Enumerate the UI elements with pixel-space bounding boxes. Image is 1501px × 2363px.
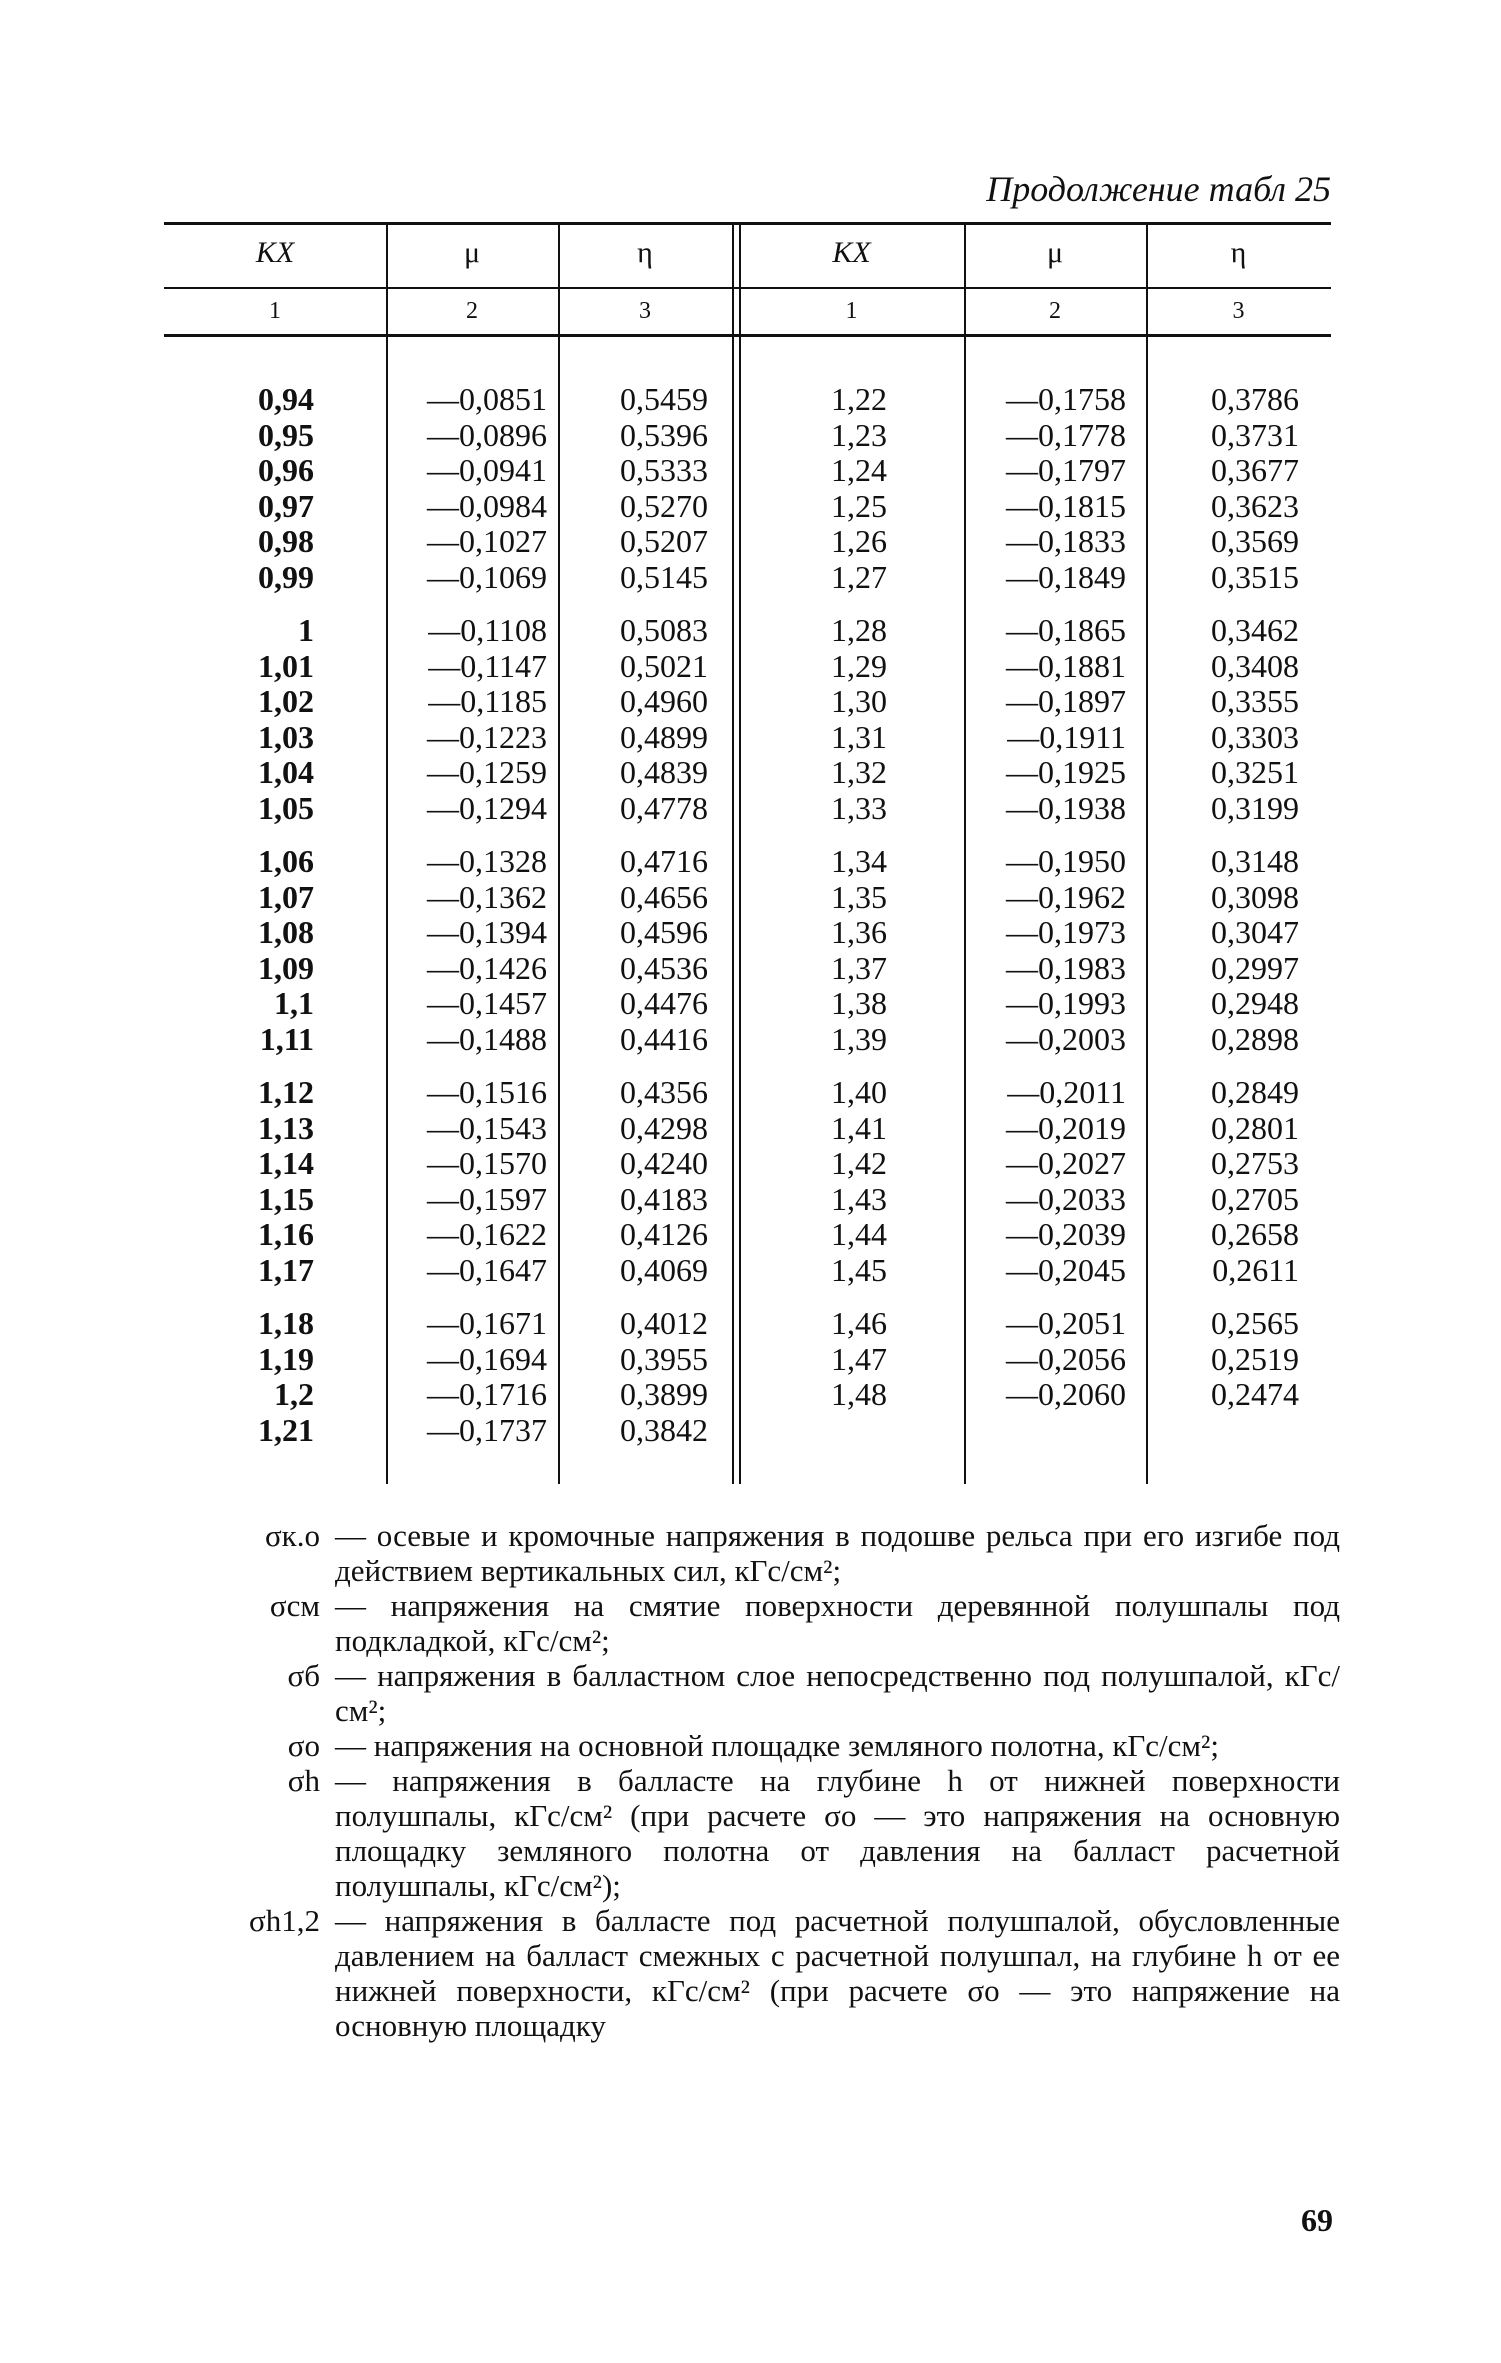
mu-value: —0,1983 bbox=[1006, 949, 1126, 986]
mu-value: —0,1294 bbox=[427, 789, 547, 826]
eta-value: 0,3515 bbox=[1211, 558, 1299, 595]
header-kx: KX bbox=[832, 236, 871, 269]
kx-value: 1,29 bbox=[831, 647, 887, 684]
mu-value: —0,1394 bbox=[427, 914, 547, 950]
header-eta: η bbox=[1230, 236, 1247, 269]
header-mu: μ bbox=[1046, 236, 1064, 269]
mu-value: —0,1426 bbox=[427, 949, 547, 986]
subheader-rule bbox=[164, 334, 1331, 337]
eta-value: 0,3148 bbox=[1211, 843, 1299, 879]
subheader-1: 1 bbox=[845, 298, 858, 324]
eta-value: 0,3408 bbox=[1211, 647, 1299, 684]
mu-value: —0,0941 bbox=[427, 452, 547, 488]
eta-value: 0,5145 bbox=[620, 558, 708, 595]
table-caption: Продолжение табл 25 bbox=[986, 169, 1331, 209]
col-divider-double bbox=[732, 222, 734, 1484]
eta-value: 0,5459 bbox=[620, 381, 708, 417]
eta-value: 0,5083 bbox=[620, 612, 708, 648]
mu-value: —0,1737 bbox=[427, 1411, 547, 1448]
header-rule bbox=[164, 287, 1331, 289]
kx-value: 1,45 bbox=[831, 1251, 887, 1288]
kx-value: 1,27 bbox=[831, 558, 887, 595]
mu-value: —0,1865 bbox=[1006, 612, 1126, 648]
mu-value: —0,1897 bbox=[1006, 683, 1126, 719]
col-divider-double bbox=[739, 222, 741, 1484]
mu-value: —0,1647 bbox=[427, 1251, 547, 1288]
mu-value: —0,2003 bbox=[1006, 1020, 1126, 1057]
kx-value: 1,47 bbox=[831, 1340, 887, 1377]
mu-value: —0,1328 bbox=[427, 843, 547, 879]
mu-value: —0,2033 bbox=[1006, 1180, 1126, 1217]
col-divider bbox=[964, 222, 966, 1484]
kx-value: 1,40 bbox=[831, 1074, 887, 1110]
kx-value: 1,23 bbox=[831, 416, 887, 453]
kx-value: 1,28 bbox=[831, 612, 887, 648]
mu-value: —0,1758 bbox=[1006, 381, 1126, 417]
legend-text: — напряжения на основной площадке земляного полотна, кГс/см²; bbox=[335, 1728, 1219, 1763]
mu-value: —0,0851 bbox=[427, 381, 547, 417]
legend-symbol: σк.о bbox=[264, 1518, 320, 1553]
mu-value: —0,1962 bbox=[1006, 878, 1126, 915]
kx-value: 1,22 bbox=[831, 381, 887, 417]
eta-value: 0,4536 bbox=[620, 949, 708, 986]
mu-value: —0,1069 bbox=[427, 558, 547, 595]
kx-value: 1,24 bbox=[831, 452, 887, 488]
subheader-2: 2 bbox=[466, 298, 478, 324]
kx-value: 1,1 bbox=[274, 985, 314, 1021]
header-eta: η bbox=[637, 236, 653, 269]
eta-value: 0,5333 bbox=[620, 452, 708, 488]
eta-value: 0,4596 bbox=[620, 914, 708, 950]
mu-value: —0,1833 bbox=[1006, 523, 1126, 559]
eta-value: 0,3355 bbox=[1211, 683, 1299, 719]
eta-value: 0,4012 bbox=[620, 1305, 708, 1341]
mu-value: —0,1259 bbox=[427, 754, 547, 790]
data-table bbox=[164, 222, 1331, 1484]
eta-value: 0,3098 bbox=[1211, 878, 1299, 915]
eta-value: 0,5021 bbox=[620, 647, 708, 684]
eta-value: 0,3199 bbox=[1211, 789, 1299, 826]
eta-value: 0,2705 bbox=[1211, 1180, 1299, 1217]
eta-value: 0,4069 bbox=[620, 1251, 708, 1288]
eta-value: 0,4656 bbox=[620, 878, 708, 915]
mu-value: —0,0896 bbox=[427, 416, 547, 453]
legend-symbol: σh1,2 bbox=[249, 1903, 320, 1938]
kx-value: 1,43 bbox=[831, 1180, 887, 1217]
kx-value: 0,98 bbox=[258, 523, 314, 559]
legend-item bbox=[200, 1763, 1340, 1903]
legend bbox=[200, 1518, 1340, 2043]
eta-value: 0,3731 bbox=[1211, 416, 1299, 453]
kx-value: 1,42 bbox=[831, 1145, 887, 1181]
mu-value: —0,1147 bbox=[428, 647, 547, 684]
kx-value: 1,08 bbox=[258, 914, 314, 950]
eta-value: 0,4298 bbox=[620, 1109, 708, 1146]
page-number: 69 bbox=[1301, 2202, 1333, 2238]
kx-value: 1,13 bbox=[258, 1109, 314, 1146]
kx-value: 0,97 bbox=[258, 487, 314, 524]
legend-item bbox=[200, 1588, 1340, 1658]
kx-value: 1,15 bbox=[258, 1180, 314, 1217]
eta-value: 0,3462 bbox=[1211, 612, 1299, 648]
kx-value: 1,31 bbox=[831, 718, 887, 755]
eta-value: 0,3786 bbox=[1211, 381, 1299, 417]
eta-value: 0,4960 bbox=[620, 683, 708, 719]
eta-value: 0,5270 bbox=[620, 487, 708, 524]
eta-value: 0,4240 bbox=[620, 1145, 708, 1181]
kx-value: 1,01 bbox=[258, 647, 314, 684]
eta-value: 0,3251 bbox=[1211, 754, 1299, 790]
eta-value: 0,3047 bbox=[1211, 914, 1299, 950]
legend-item bbox=[200, 1658, 1340, 1728]
subheader-2: 2 bbox=[1049, 298, 1061, 324]
kx-value: 1,35 bbox=[831, 878, 887, 915]
legend-text: — напряжения в балласте под расчетной полушпалой, обусловленные давлением на балласт смежных с расчетной полушпал, на глубине h от ее нижней поверхности, кГс/см² (при расчете σо — это напряжение на основную площадку bbox=[335, 1903, 1340, 2043]
eta-value: 0,3569 bbox=[1211, 523, 1299, 559]
legend-text: — осевые и кромочные напряжения в подошве рельса при его изгибе под действием вертикальных сил, кГс/см²; bbox=[335, 1518, 1340, 1588]
kx-value: 1,44 bbox=[831, 1216, 887, 1252]
legend-item bbox=[200, 1903, 1340, 2043]
legend-symbol: σб bbox=[287, 1658, 320, 1693]
mu-value: —0,1362 bbox=[427, 878, 547, 915]
eta-value: 0,2474 bbox=[1211, 1376, 1299, 1412]
mu-value: —0,1488 bbox=[427, 1020, 547, 1057]
eta-value: 0,2898 bbox=[1211, 1020, 1299, 1057]
mu-value: —0,1911 bbox=[1007, 718, 1126, 755]
mu-value: —0,1223 bbox=[427, 718, 547, 755]
kx-value: 0,96 bbox=[258, 452, 314, 488]
kx-value: 1,2 bbox=[274, 1376, 314, 1412]
kx-value: 1,39 bbox=[831, 1020, 887, 1057]
eta-value: 0,3955 bbox=[620, 1340, 708, 1377]
mu-value: —0,2027 bbox=[1006, 1145, 1126, 1181]
legend-symbol: σh bbox=[287, 1763, 320, 1798]
mu-value: —0,2056 bbox=[1006, 1340, 1126, 1377]
kx-value: 1,33 bbox=[831, 789, 887, 826]
eta-value: 0,5396 bbox=[620, 416, 708, 453]
eta-value: 0,5207 bbox=[620, 523, 708, 559]
kx-value: 1,12 bbox=[258, 1074, 314, 1110]
eta-value: 0,2611 bbox=[1212, 1251, 1299, 1288]
eta-value: 0,4476 bbox=[620, 985, 708, 1021]
kx-value: 1,14 bbox=[258, 1145, 314, 1181]
kx-value: 1,32 bbox=[831, 754, 887, 790]
kx-value: 1,04 bbox=[258, 754, 314, 790]
kx-value: 1,38 bbox=[831, 985, 887, 1021]
mu-value: —0,1027 bbox=[427, 523, 547, 559]
eta-value: 0,4839 bbox=[620, 754, 708, 790]
mu-value: —0,1938 bbox=[1006, 789, 1126, 826]
legend-item bbox=[200, 1728, 1340, 1763]
kx-value: 1,18 bbox=[258, 1305, 314, 1341]
legend-symbol: σо bbox=[287, 1728, 320, 1763]
mu-value: —0,1543 bbox=[427, 1109, 547, 1146]
legend-item bbox=[200, 1518, 1340, 1588]
subheader-3: 3 bbox=[639, 298, 651, 324]
eta-value: 0,4356 bbox=[620, 1074, 708, 1110]
col-divider bbox=[386, 222, 388, 1484]
mu-value: —0,2011 bbox=[1007, 1074, 1126, 1110]
legend-text: — напряжения на смятие поверхности деревянной полушпалы под подкладкой, кГс/см²; bbox=[335, 1588, 1340, 1658]
eta-value: 0,2519 bbox=[1211, 1340, 1299, 1377]
mu-value: —0,1108 bbox=[428, 612, 547, 648]
eta-value: 0,4716 bbox=[620, 843, 708, 879]
eta-value: 0,2997 bbox=[1211, 949, 1299, 986]
col-divider bbox=[558, 222, 560, 1484]
table-top-rule bbox=[164, 222, 1331, 225]
eta-value: 0,2849 bbox=[1211, 1074, 1299, 1110]
kx-value: 1,21 bbox=[258, 1411, 314, 1448]
kx-value: 1,05 bbox=[258, 789, 314, 826]
kx-value: 1,36 bbox=[831, 914, 887, 950]
mu-value: —0,1973 bbox=[1006, 914, 1126, 950]
mu-value: —0,1622 bbox=[427, 1216, 547, 1252]
eta-value: 0,4416 bbox=[620, 1020, 708, 1057]
mu-value: —0,2039 bbox=[1006, 1216, 1126, 1252]
eta-value: 0,4899 bbox=[620, 718, 708, 755]
eta-value: 0,2753 bbox=[1211, 1145, 1299, 1181]
mu-value: —0,1778 bbox=[1006, 416, 1126, 453]
mu-value: —0,1570 bbox=[427, 1145, 547, 1181]
kx-value: 1 bbox=[298, 612, 314, 648]
mu-value: —0,1694 bbox=[427, 1340, 547, 1377]
mu-value: —0,1993 bbox=[1006, 985, 1126, 1021]
kx-value: 1,25 bbox=[831, 487, 887, 524]
kx-value: 1,06 bbox=[258, 843, 314, 879]
mu-value: —0,1516 bbox=[427, 1074, 547, 1110]
legend-text: — напряжения в балласте на глубине h от нижней поверхности полушпалы, кГс/см² (при расчете σо — это напряжения на основную площадку земляного полотна от давления на балласт расчетной полушпалы, кГс/см²); bbox=[335, 1763, 1340, 1903]
kx-value: 1,07 bbox=[258, 878, 314, 915]
mu-value: —0,1881 bbox=[1006, 647, 1126, 684]
eta-value: 0,4183 bbox=[620, 1180, 708, 1217]
subheader-3: 3 bbox=[1232, 298, 1245, 324]
header-mu: μ bbox=[463, 236, 481, 269]
legend-symbol: σсм bbox=[269, 1588, 320, 1623]
eta-value: 0,3303 bbox=[1211, 718, 1299, 755]
mu-value: —0,2045 bbox=[1006, 1251, 1126, 1288]
kx-value: 0,94 bbox=[258, 381, 314, 417]
kx-value: 1,03 bbox=[258, 718, 314, 755]
kx-value: 1,09 bbox=[258, 949, 314, 986]
kx-value: 1,17 bbox=[258, 1251, 314, 1288]
mu-value: —0,1185 bbox=[428, 683, 547, 719]
col-divider bbox=[1146, 222, 1148, 1484]
kx-value: 1,26 bbox=[831, 523, 887, 559]
mu-value: —0,1815 bbox=[1006, 487, 1126, 524]
eta-value: 0,2801 bbox=[1211, 1109, 1299, 1146]
eta-value: 0,3842 bbox=[620, 1411, 708, 1448]
mu-value: —0,1925 bbox=[1006, 754, 1126, 790]
eta-value: 0,3677 bbox=[1211, 452, 1299, 488]
eta-value: 0,2948 bbox=[1211, 985, 1299, 1021]
kx-value: 1,02 bbox=[258, 683, 314, 719]
mu-value: —0,2019 bbox=[1006, 1109, 1126, 1146]
kx-value: 1,30 bbox=[831, 683, 887, 719]
mu-value: —0,2051 bbox=[1006, 1305, 1126, 1341]
eta-value: 0,4126 bbox=[620, 1216, 708, 1252]
kx-value: 1,19 bbox=[258, 1340, 314, 1377]
legend-text: — напряжения в балластном слое непосредственно под полушпалой, кГс/см²; bbox=[335, 1658, 1340, 1728]
mu-value: —0,1849 bbox=[1006, 558, 1126, 595]
mu-value: —0,1671 bbox=[427, 1305, 547, 1341]
subheader-1: 1 bbox=[269, 298, 281, 324]
kx-value: 1,46 bbox=[831, 1305, 887, 1341]
mu-value: —0,1457 bbox=[427, 985, 547, 1021]
eta-value: 0,4778 bbox=[620, 789, 708, 826]
kx-value: 0,99 bbox=[258, 558, 314, 595]
eta-value: 0,2565 bbox=[1211, 1305, 1299, 1341]
kx-value: 0,95 bbox=[258, 416, 314, 453]
kx-value: 1,41 bbox=[831, 1109, 887, 1146]
eta-value: 0,2658 bbox=[1211, 1216, 1299, 1252]
mu-value: —0,2060 bbox=[1006, 1376, 1126, 1412]
mu-value: —0,1797 bbox=[1006, 452, 1126, 488]
mu-value: —0,1950 bbox=[1006, 843, 1126, 879]
eta-value: 0,3899 bbox=[620, 1376, 708, 1412]
kx-value: 1,11 bbox=[259, 1020, 314, 1057]
kx-value: 1,48 bbox=[831, 1376, 887, 1412]
kx-value: 1,16 bbox=[258, 1216, 314, 1252]
mu-value: —0,0984 bbox=[427, 487, 547, 524]
mu-value: —0,1597 bbox=[427, 1180, 547, 1217]
mu-value: —0,1716 bbox=[427, 1376, 547, 1412]
eta-value: 0,3623 bbox=[1211, 487, 1299, 524]
header-kx: KX bbox=[255, 236, 295, 269]
kx-value: 1,34 bbox=[831, 843, 887, 879]
kx-value: 1,37 bbox=[831, 949, 887, 986]
